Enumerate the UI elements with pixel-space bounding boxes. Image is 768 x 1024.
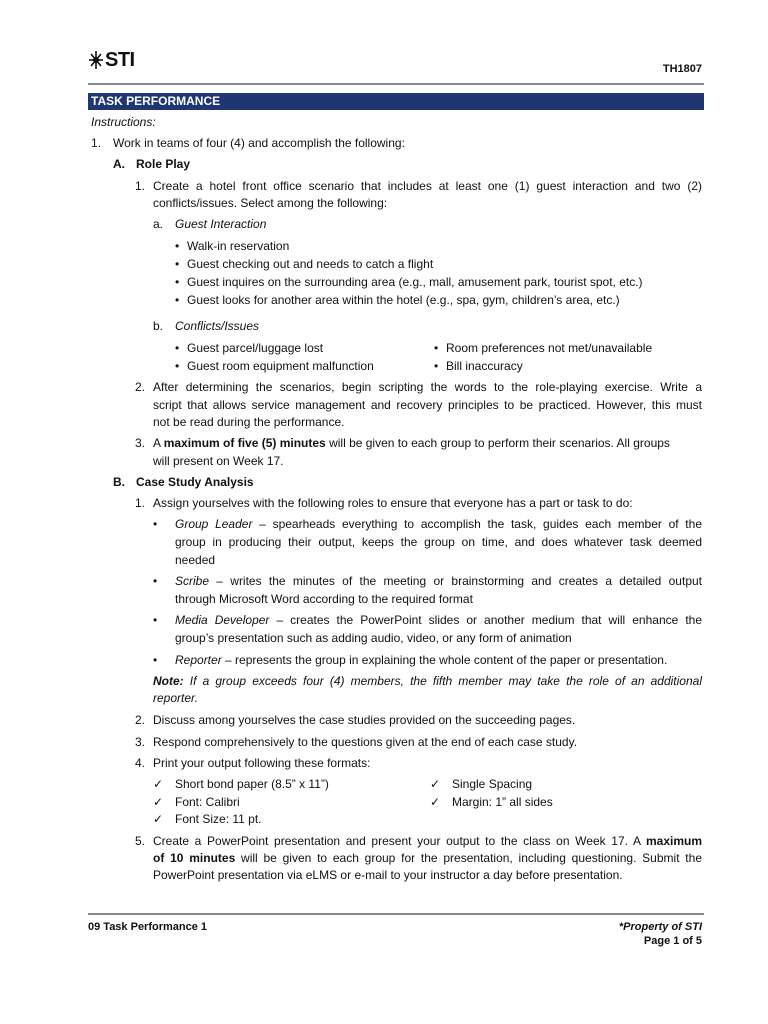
list-item: Room preferences not met/unavailable [446, 341, 653, 355]
sti-logo-text: STI [105, 49, 135, 71]
footer-divider [88, 913, 704, 915]
section-title-bar: TASK PERFORMANCE [88, 93, 704, 110]
header-divider [88, 83, 704, 85]
role-name: Media Developer [175, 613, 270, 627]
bullet-icon: • [175, 257, 180, 271]
role-text [175, 516, 702, 534]
format-item: Font Size: 11 pt. [175, 812, 262, 826]
list-item: Guest parcel/luggage lost [187, 341, 324, 355]
list-item: Guest room equipment malfunction [187, 359, 374, 373]
role-text: group’s presentation such as adding audio, video, or any form of animation [175, 631, 572, 645]
sti-logo [88, 50, 135, 70]
role-name: Scribe [175, 574, 210, 588]
bullet-icon: • [175, 275, 180, 289]
role-text: needed [175, 553, 216, 567]
checkmark-icon: ✓ [153, 812, 164, 826]
section-letter: B. [113, 475, 125, 489]
section-heading: Case Study Analysis [136, 475, 254, 489]
sti-logo-icon [88, 50, 104, 70]
step-number: 3. [135, 436, 146, 450]
list-item: Guest inquires on the surrounding area (e.g., mall, amusement park, tourist spot, etc.) [187, 275, 643, 289]
step-text: Assign yourselves with the following roles to ensure that everyone has a part or task to do: [153, 496, 633, 510]
sub-letter: a. [153, 217, 164, 231]
footer-page-number: Page 1 of 5 [643, 935, 702, 947]
item-text: Work in teams of four (4) and accomplish the following: [113, 136, 405, 150]
bullet-icon: • [153, 517, 158, 531]
step-text [153, 435, 702, 453]
bullet-icon: • [175, 359, 180, 373]
step-text: Create a hotel front office scenario that includes at least one (1) guest interaction and two (2) [153, 179, 702, 193]
role-name: Group Leader [175, 517, 253, 531]
role-desc: – represents the group in explaining the whole content of the paper or presentation. [221, 653, 668, 667]
step-number: 1. [135, 179, 146, 193]
bullet-icon: • [175, 293, 180, 307]
list-item: Guest checking out and needs to catch a flight [187, 257, 434, 271]
sub-heading: Conflicts/Issues [175, 319, 260, 333]
bullet-icon: • [175, 239, 180, 253]
step-text: Print your output following these formats: [153, 756, 371, 770]
step-number: 1. [135, 496, 146, 510]
instructions-label: Instructions: [91, 115, 156, 129]
note-body: If a group exceeds four (4) members, the fifth member may take the role of an additional [183, 674, 702, 688]
sub-letter: b. [153, 319, 164, 333]
note-text: reporter. [153, 691, 198, 705]
checkmark-icon: ✓ [153, 777, 164, 791]
format-item: Short bond paper (8.5” x 11”) [175, 777, 329, 791]
step-text: will present on Week 17. [153, 454, 284, 468]
role-desc: – writes the minutes of the meeting or brainstorming and creates a detailed output [209, 574, 702, 588]
bullet-icon: • [153, 653, 158, 667]
text-run: will be given to each group for the presentation, including questioning. Submit the [235, 851, 702, 865]
text-run: A [153, 436, 164, 450]
text-run: Create a PowerPoint presentation and present your output to the class on Week 17. A [153, 834, 646, 848]
checkmark-icon: ✓ [153, 795, 164, 809]
bullet-icon: • [175, 341, 180, 355]
step-text [153, 833, 702, 851]
step-text: Respond comprehensively to the questions given at the end of each case study. [153, 735, 578, 749]
bold-text: maximum of five (5) minutes [163, 436, 326, 450]
step-number: 5. [135, 834, 146, 848]
format-item: Margin: 1” all sides [452, 795, 553, 809]
note-text [153, 673, 702, 691]
list-item: Walk-in reservation [187, 239, 290, 253]
step-number: 2. [135, 713, 146, 727]
footer-left-text: 09 Task Performance 1 [88, 921, 208, 933]
format-item: Single Spacing [452, 777, 533, 791]
format-item: Font: Calibri [175, 795, 240, 809]
footer-property-text: *Property of STI [618, 921, 702, 933]
section-heading: Role Play [136, 157, 191, 171]
role-desc: – spearheads everything to accomplish the task, guides each member of the [252, 517, 702, 531]
step-text: Discuss among yourselves the case studies provided on the succeeding pages. [153, 713, 576, 727]
checkmark-icon: ✓ [430, 777, 441, 791]
role-text [175, 652, 667, 670]
step-number: 4. [135, 756, 146, 770]
role-text [175, 573, 702, 591]
section-letter: A. [113, 157, 125, 171]
role-name: Reporter [175, 653, 222, 667]
step-number: 3. [135, 735, 146, 749]
step-text: conflicts/issues. Select among the following: [153, 196, 388, 210]
list-item: Bill inaccuracy [446, 359, 523, 373]
role-text [175, 612, 702, 630]
bold-text: of 10 minutes [153, 851, 236, 865]
step-text: PowerPoint presentation via eLMS or e-mail to your instructor a day before presentation. [153, 868, 623, 882]
bullet-icon: • [153, 613, 158, 627]
document-code: TH1807 [662, 63, 702, 75]
role-desc: – creates the PowerPoint slides or another medium that will enhance the [269, 613, 703, 627]
step-text: script that allows service management and recovery principles to be practiced. However, this must [153, 398, 702, 412]
role-text: through Microsoft Word according to the required format [175, 592, 473, 606]
sub-heading: Guest Interaction [175, 217, 267, 231]
role-text: group in producing their output, keeps the group on time, and does whatever task deemed [175, 535, 702, 549]
text-run: will be given to each group to perform their scenarios. All groups [325, 436, 670, 450]
list-item: Guest looks for another area within the hotel (e.g., spa, gym, children’s area, etc.) [187, 293, 620, 307]
bold-text: maximum [645, 834, 702, 848]
note-label: Note: [153, 674, 184, 688]
checkmark-icon: ✓ [430, 795, 441, 809]
bullet-icon: • [153, 574, 158, 588]
step-text [153, 850, 702, 868]
bullet-icon: • [434, 341, 439, 355]
step-number: 2. [135, 380, 146, 394]
step-text: After determining the scenarios, begin scripting the words to the role-playing exercise. Write a [153, 380, 702, 394]
step-text: not be read during the performance. [153, 415, 345, 429]
bullet-icon: • [434, 359, 439, 373]
item-number: 1. [91, 136, 102, 150]
